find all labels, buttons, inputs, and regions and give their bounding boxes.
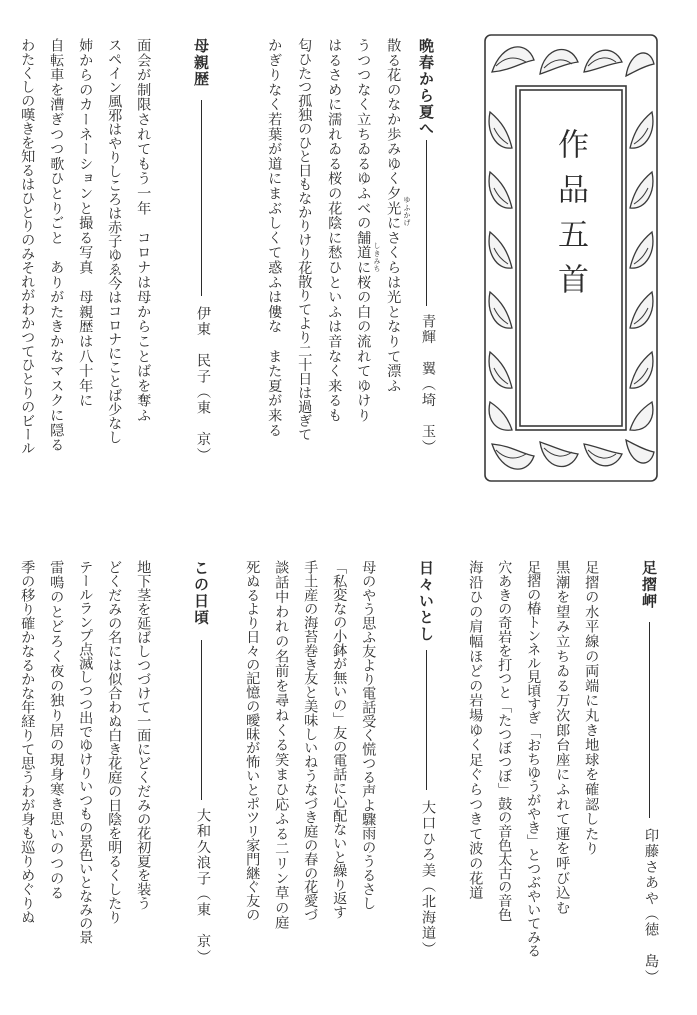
poem-line [356, 38, 370, 423]
poem-2-line-3: 姉からのカーネーションと撮る写真 母親歴は八十年に [77, 38, 94, 408]
poem-5-line-2: どくだみの名には似合わぬ白き花庭の日陰を明るくしたり [106, 560, 123, 924]
poem-title-4: 日々いとし [417, 560, 435, 643]
poem-line [78, 38, 92, 408]
poem-2-line-1: 面会が制限されてもう一年 コロナは母からことばを奪ふ [135, 38, 152, 423]
poem-title-3: 足摺岬 [640, 560, 658, 610]
poem-1-line-2: うつつなく立ちゐるゆふべの舗道に桜の白の流れてゆけり [355, 38, 372, 423]
ruby-shikimichi: しきみち [373, 242, 381, 273]
title-dash-3 [649, 622, 650, 818]
poem-line [584, 560, 598, 856]
poem-line [297, 38, 311, 441]
poem-line [20, 38, 34, 455]
poem-line [267, 38, 281, 438]
poem-2-line-4: 自転車を漕ぎつつ歌ひとりごと ありがたきかなマスクに隠る [48, 38, 65, 453]
poem-line [136, 38, 150, 423]
poem-line [136, 560, 150, 910]
poem-3-line-1: 足摺の水平線の両端に丸き地球を確認したり [583, 560, 600, 856]
poem-line [526, 560, 540, 957]
poem-3-line-4: 穴あきの奇岩を打つと「たつぼつぼ」鼓の音色太古の音色 [496, 560, 513, 922]
poem-line [327, 38, 341, 423]
poem-line [107, 560, 121, 924]
poem-4-line-2: 「私変なの小鉢が無いの」友の電話に心配ないと繰り返す [331, 560, 348, 919]
poem-author-4: 大口ひろ美（北海道） [420, 800, 436, 957]
poem-3-line-2: 黒潮を望み立ちゐる万次郎台座にふれて運を呼び込む [554, 560, 571, 916]
poem-1-line-1: 散る花のなか歩みゆく夕光にさくらは光となりて漂ふ [385, 38, 402, 394]
poem-line [78, 560, 92, 944]
poem-5-line-3: テールランプ点滅しつつ出でゆけりいつもの景色いとなみの景 [77, 560, 94, 944]
poem-line [20, 560, 34, 924]
title-dash-5 [201, 640, 202, 800]
poem-title-5: この日頃 [192, 560, 210, 626]
poem-line [386, 38, 400, 393]
poem-line [555, 560, 569, 915]
poem-line [49, 560, 63, 900]
poem-2-line-2: スペイン風邪はやりしころは赤子ゆゑ今はコロナにことば少なし [106, 38, 123, 444]
poem-line [107, 38, 121, 444]
poem-1-line-4: 匂ひたつ孤独のひと日もなかりけり花散りてより二十日は過ぎて [296, 38, 313, 442]
poem-title-2: 母親歴 [192, 38, 210, 88]
poem-3-line-5: 海沿ひの肩幅ほどの岩場ゆく足ぐらつきて波の花道 [467, 560, 484, 901]
poem-line [497, 560, 511, 921]
poem-author-5: 大和久浪子（東 京） [195, 808, 211, 965]
poem-line [361, 560, 375, 910]
poem-4-line-4: 談話中われの名前を尋ねくる笑まひ応ふる二リン草の庭 [273, 560, 290, 930]
title-dash-4 [426, 650, 427, 790]
title-dash-1 [426, 140, 427, 306]
poem-1-line-5: かぎりなく若葉が道にまぶしくて惑ふは僂な また夏が来る [266, 38, 283, 438]
poem-line [332, 560, 346, 919]
poem-4-line-3: 手土産の海苔巻き友と美味しいねうなづき庭の春の花愛づ [302, 560, 319, 922]
poem-4-line-5: 死ぬるより日々の記憶の曖昧が怖いとポツリ家門継ぐ友の [244, 560, 261, 922]
poem-line [49, 38, 63, 452]
poem-line [274, 560, 288, 930]
poem-line [303, 560, 317, 921]
poem-line [468, 560, 482, 900]
poem-5-line-1: 地下茎を延ばしつづけて一面にどくだみの花初夏を装う [135, 560, 152, 910]
page-title: 作品五首 [552, 128, 588, 308]
poem-3-line-3: 足摺の椿トンネル見頃すぎ「おちゆうがやき」とつぶやいてみる [525, 560, 542, 958]
poem-line [245, 560, 259, 921]
poem-5-line-5: 季の移り確かなるかな年経りて思うわが身も巡りめぐりぬ [19, 560, 36, 924]
poem-author-1: 青輝 翼（埼 玉） [420, 314, 436, 456]
ruby-yuukage: ゆふかげ [403, 196, 411, 227]
poem-4-line-1: 母のやう思ふ友より電話受く慌つる声よ驟雨のうるさし [360, 560, 377, 910]
poem-1-line-3: はるさめに濡れゐる桜の花陰に愁ひといふは音なく来るも [326, 38, 343, 423]
poem-2-line-5: わたくしの嘆きを知るはひとりのみそれがわかつてひとりのビール [19, 38, 36, 456]
poem-5-line-4: 雷鳴のとどろく夜の独り居の現身寒き思いのつのる [48, 560, 65, 901]
poem-title-1: 晩春から夏へ [417, 38, 435, 137]
title-dash-2 [201, 100, 202, 296]
poem-author-2: 伊東 民子（東 京） [195, 306, 211, 463]
poem-author-3: 印藤さあや（徳 島） [643, 828, 659, 985]
